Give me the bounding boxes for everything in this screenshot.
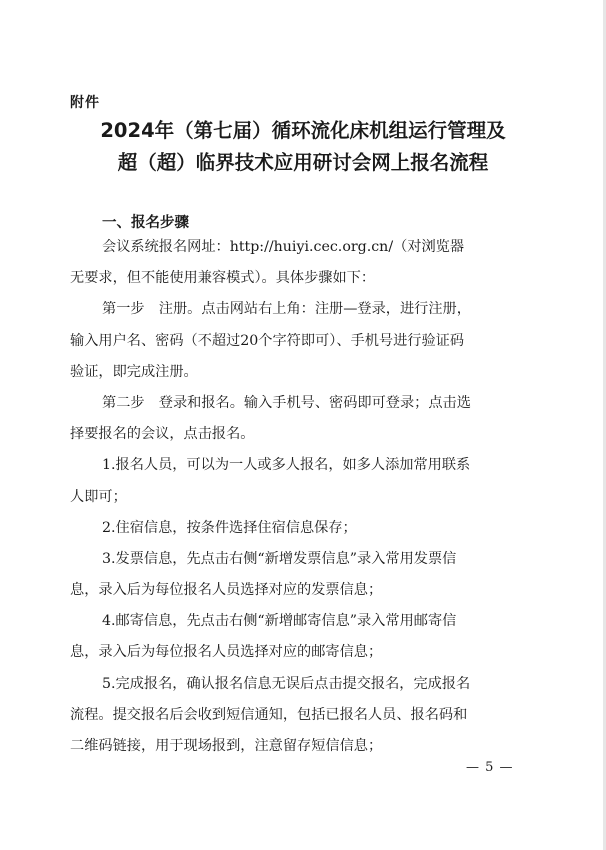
paragraph-line: 4.邮寄信息，先点击右侧“新增邮寄信息”录入常用邮寄信 [102, 613, 457, 630]
paragraph-step-two [70, 388, 550, 450]
paragraph-line: 择要报名的会议，点击报名。 [70, 426, 255, 443]
paragraph-line: 无要求，但不能使用兼容模式）。具体步骤如下： [70, 270, 376, 287]
paragraph-item-complete [70, 669, 550, 763]
paragraph-step-one [70, 294, 550, 388]
paragraph-line: 二维码链接，用于现场报到，注意留存短信信息； [70, 738, 383, 754]
paragraph-line: 3.发票信息，先点击右侧“新增发票信息”录入常用发票信 [102, 550, 457, 567]
page-number: — 5 — [466, 760, 514, 775]
document-title-line-2: 超（超）临界技术应用研讨会网上报名流程 [117, 151, 489, 174]
section-heading: 一、报名步骤 [102, 215, 189, 231]
document-body [70, 232, 550, 762]
paragraph-registration-url [70, 232, 550, 294]
paragraph-line: 输入用户名、密码（不超过20个字符即可）、手机号进行验证码 [70, 332, 465, 349]
paragraph-line: 息，录入后为每位报名人员选择对应的发票信息； [70, 582, 383, 599]
paragraph-line: 5.完成报名，确认报名信息无误后点击提交报名，完成报名 [102, 675, 471, 692]
paragraph-line: 第一步 注册。点击网站右上角：注册—登录，进行注册， [102, 301, 471, 318]
paragraph-line: 第二步 登录和报名。输入手机号、密码即可登录；点击选 [102, 394, 471, 411]
paragraph-line: 2.住宿信息，按条件选择住宿信息保存； [102, 519, 357, 536]
paragraph-line: 息，录入后为每位报名人员选择对应的邮寄信息； [70, 644, 383, 661]
paragraph-line: 人即可； [70, 488, 127, 505]
paragraph-item-attendees [70, 450, 550, 512]
paragraph-line: 会议系统报名网址：http://huiyi.cec.org.cn/（对浏览器 [102, 239, 465, 255]
paragraph-item-mailing [70, 606, 550, 668]
document-title-line-1: 2024年（第七届）循环流化床机组运行管理及 [100, 119, 506, 142]
paragraph-item-invoice [70, 544, 550, 606]
paragraph-line: 验证，即完成注册。 [70, 363, 198, 380]
attachment-label: 附件 [70, 95, 100, 111]
paragraph-line: 流程。提交报名后会收到短信通知，包括已报名人员、报名码和 [70, 706, 468, 723]
paragraph-item-accommodation [70, 513, 550, 544]
paragraph-line: 1.报名人员，可以为一人或多人报名，如多人添加常用联系 [102, 457, 471, 474]
